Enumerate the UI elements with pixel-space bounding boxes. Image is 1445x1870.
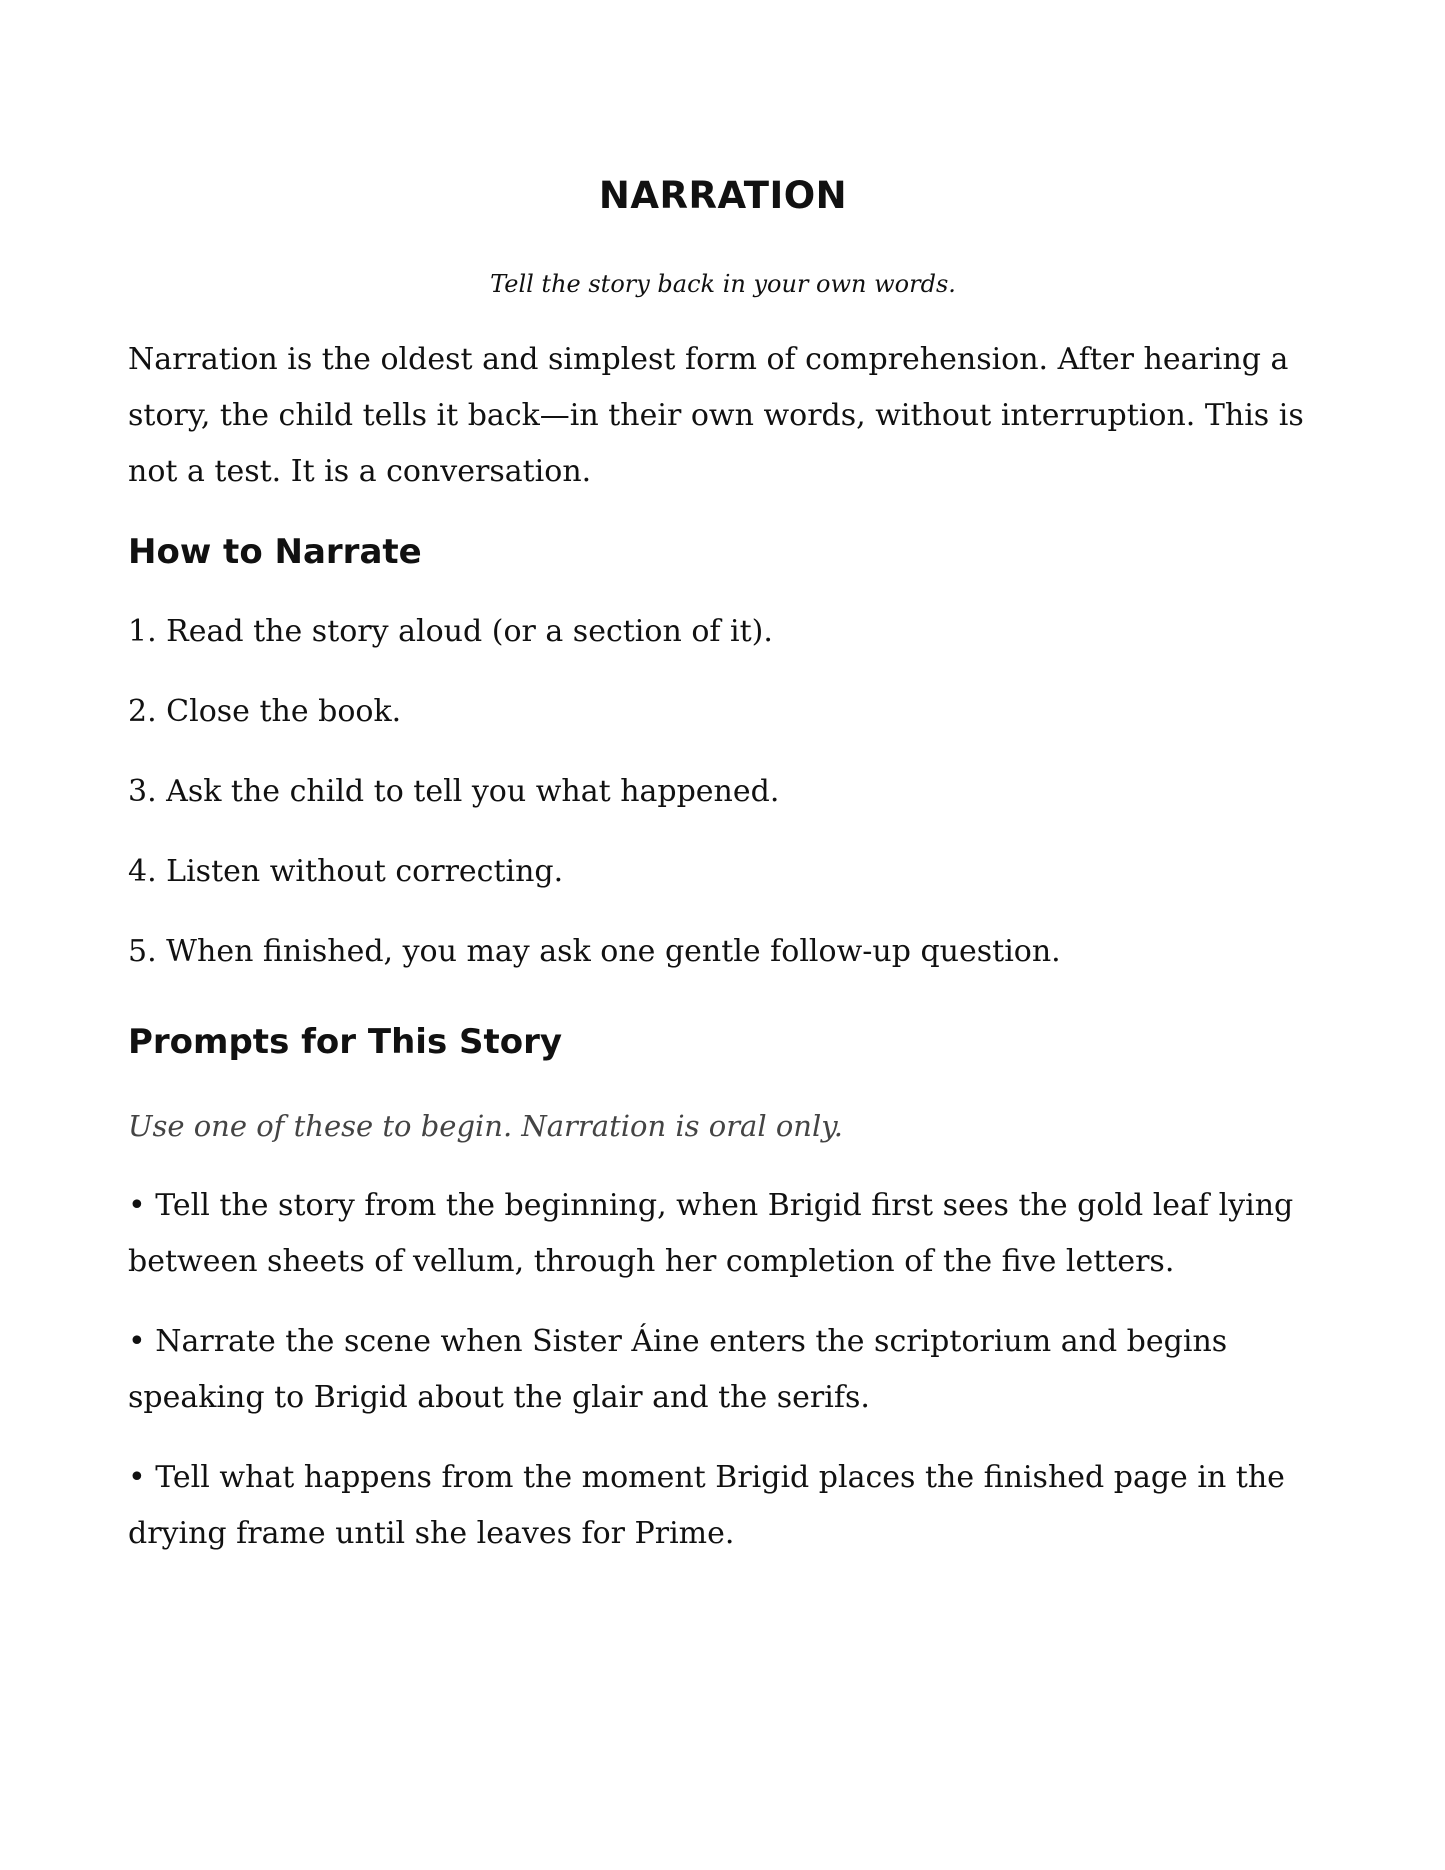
- narration-steps-list: [128, 612, 1061, 1012]
- prompt-item: • Narrate the scene when Sister Áine enters the scriptorium and begins speaking to Brigid about the glair and the serifs.: [128, 1324, 1228, 1415]
- page-title: NARRATION: [598, 174, 848, 217]
- page-subtitle: Tell the story back in your own words.: [490, 270, 956, 298]
- step-item: 4. Listen without correcting.: [128, 854, 564, 889]
- prompt-item: • Tell the story from the beginning, when Brigid first sees the gold leaf lying between sheets of vellum, through her completion of the five letters.: [128, 1188, 1294, 1279]
- step-item: 2. Close the book.: [128, 694, 402, 729]
- prompt-item: • Tell what happens from the moment Brigid places the finished page in the drying frame until she leaves for Prime.: [128, 1460, 1285, 1551]
- step-item: 1. Read the story aloud (or a section of it).: [128, 614, 773, 649]
- step-item: 5. When finished, you may ask one gentle follow-up question.: [128, 934, 1061, 969]
- prompts-note: Use one of these to begin. Narration is oral only.: [128, 1109, 844, 1143]
- prompts-list: [128, 1178, 1318, 1586]
- prompts-heading: Prompts for This Story: [128, 1022, 563, 1062]
- how-to-narrate-heading: How to Narrate: [128, 532, 422, 572]
- step-item: 3. Ask the child to tell you what happened.: [128, 774, 780, 809]
- intro-paragraph: Narration is the oldest and simplest form of comprehension. After hearing a story, the child tells it back—in their own words, without interruption. This is not a test. It is a conversation.: [128, 342, 1304, 489]
